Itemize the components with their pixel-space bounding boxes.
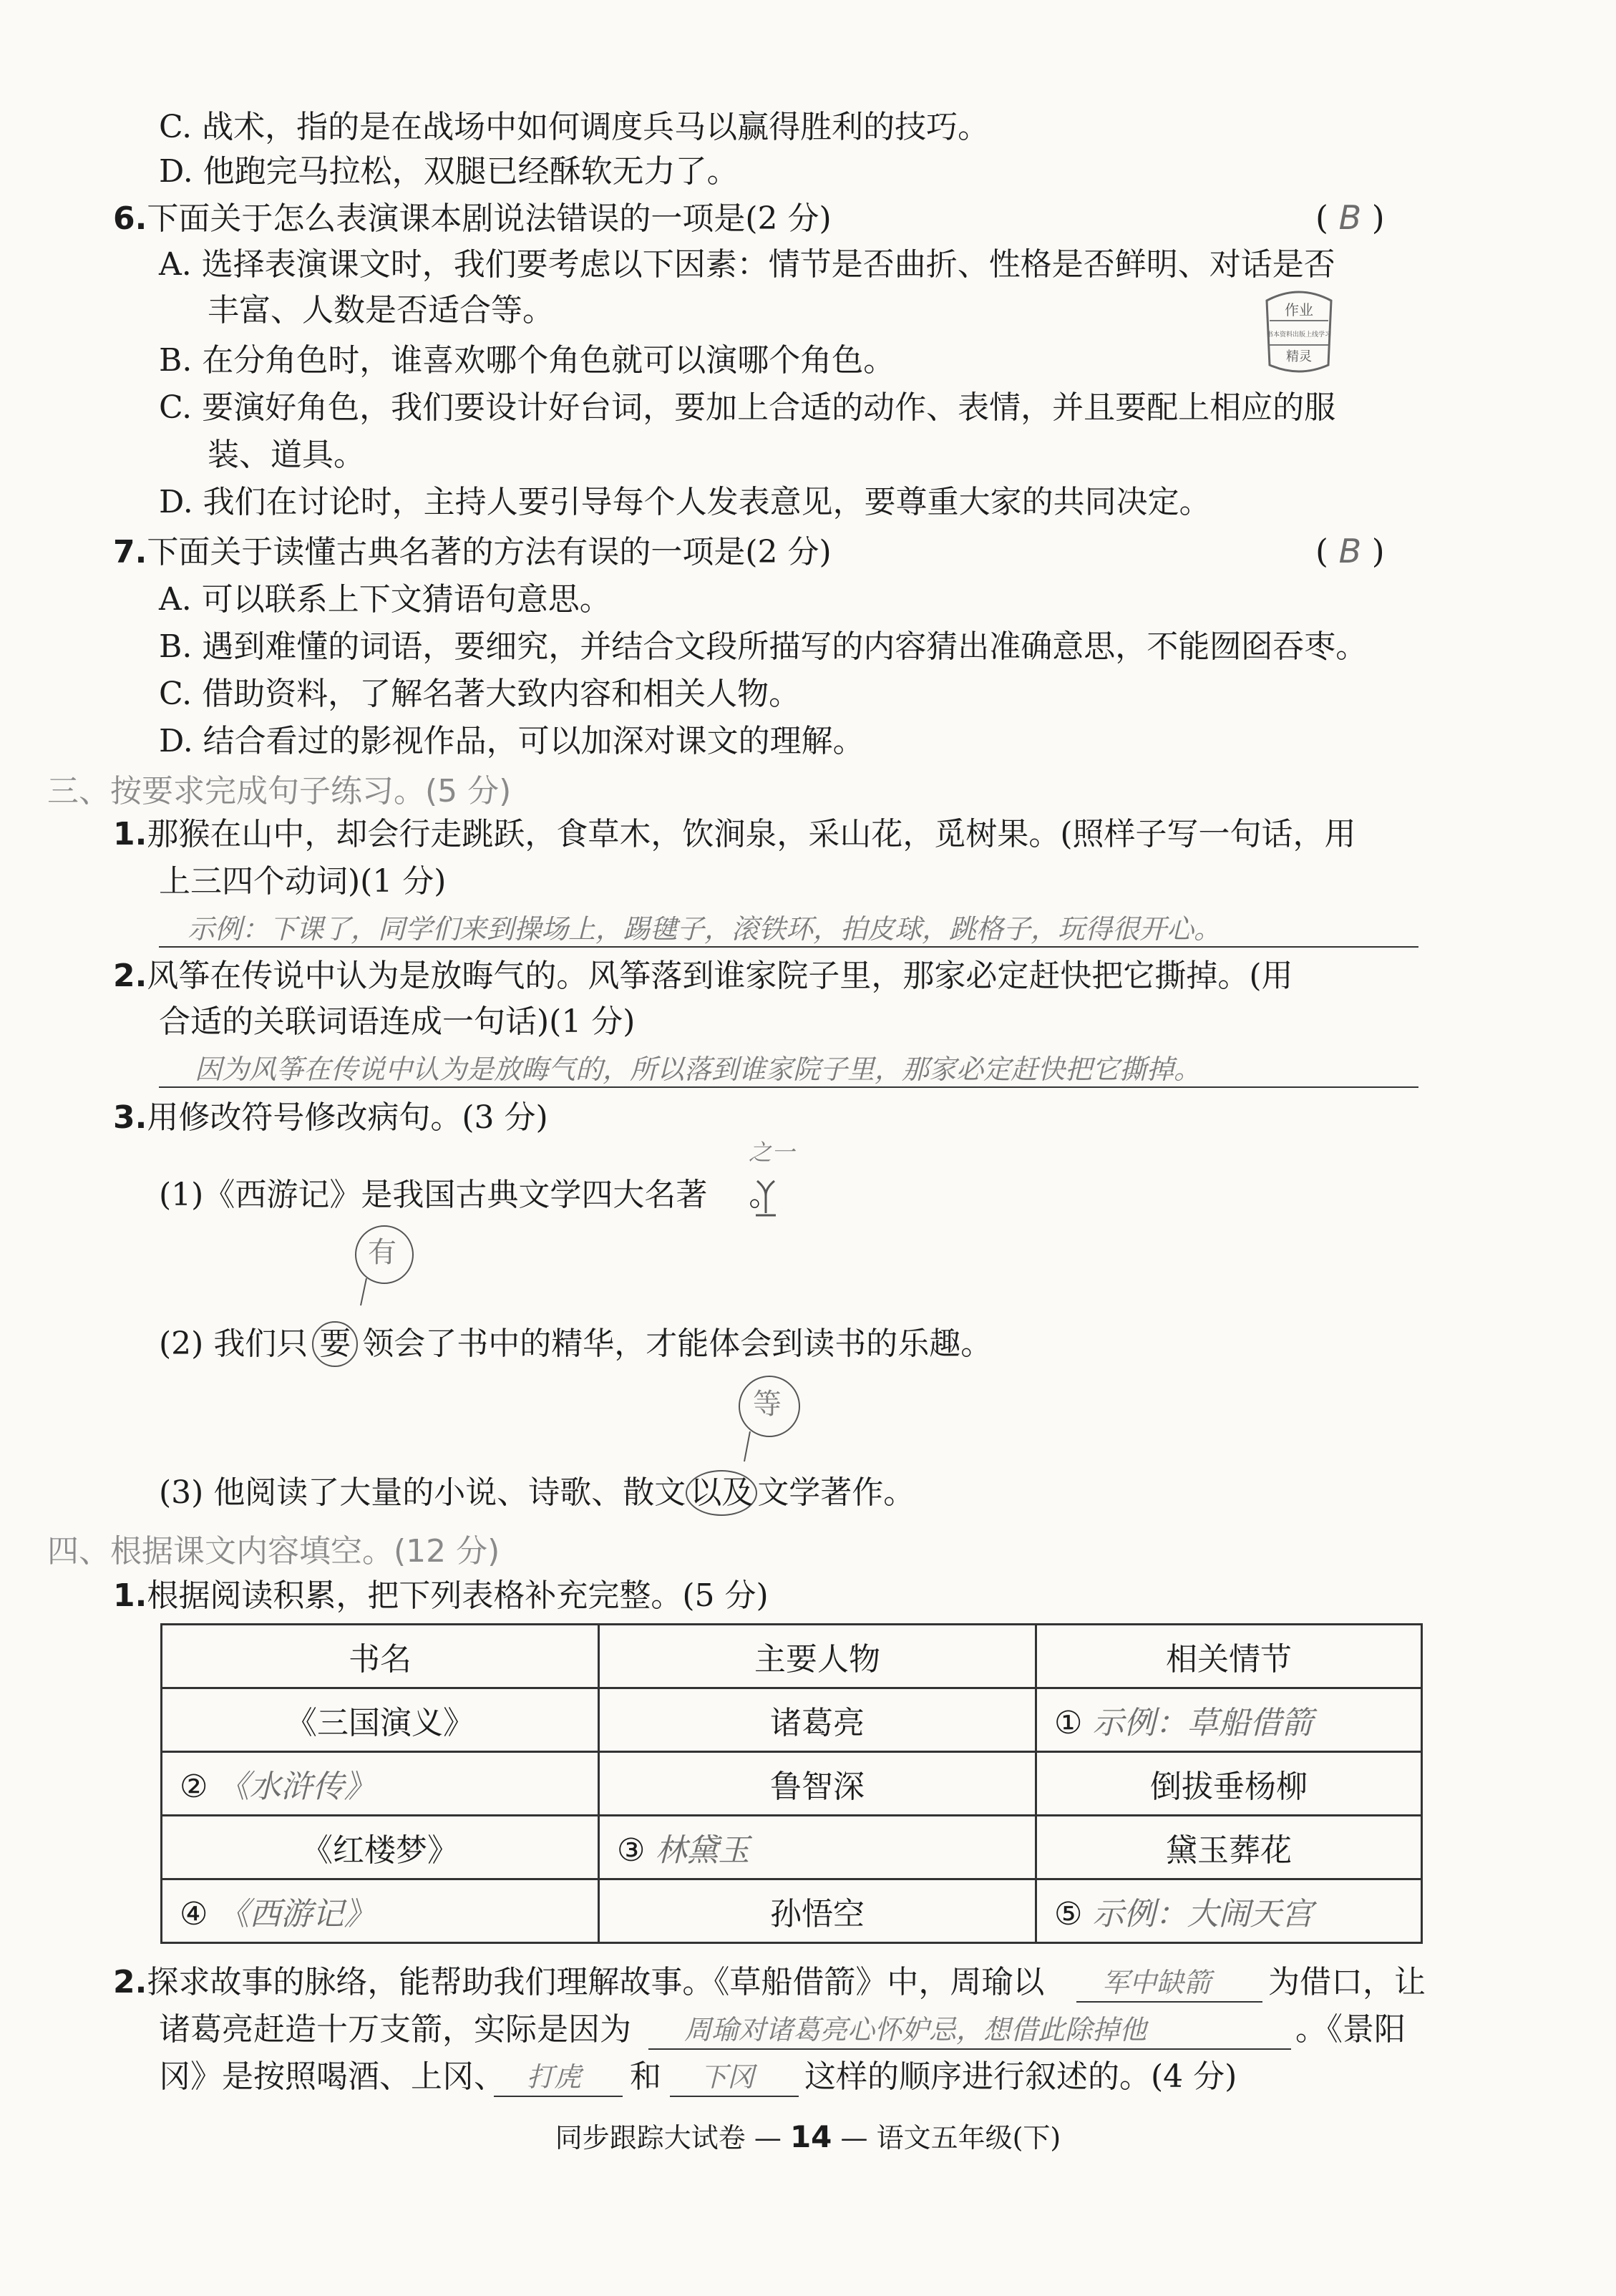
table-cell-mark: ② xyxy=(180,1769,208,1805)
table-cell-answer: 示例：草船借箭 xyxy=(1092,1705,1313,1741)
table-row xyxy=(162,1688,1422,1752)
correction-line-3 xyxy=(741,1431,756,1463)
table-cell-answer: 示例：大闹天宫 xyxy=(1092,1896,1313,1932)
stamp-middle-text: 书本资料出版上线学习 xyxy=(1266,331,1332,339)
table-cell-answer: 《西游记》 xyxy=(218,1896,376,1932)
s4-q2-blank2: 周瑜对诸葛亮心怀妒忌，想借此除掉他 xyxy=(684,2014,1147,2046)
s3-q2-answer-line xyxy=(159,1086,1418,1088)
q6-stem-text: 下面关于怎么表演课本剧说法错误的一项是(2 分) xyxy=(147,200,832,237)
s3-sentence2-circled: 要 xyxy=(312,1321,358,1367)
s3-q2-number: 2. xyxy=(113,958,147,994)
q6-option-c-line1: C. 要演好角色，我们要设计好台词，要加上合适的动作、表情，并且要配上相应的服 xyxy=(159,389,1336,426)
s3-sentence1-text: (1)《西游记》是我国古典文学四大名著 xyxy=(159,1177,708,1213)
s3-q2-answer: 因为风筝在传说中认为是放晦气的，所以落到谁家院子里，那家必定赶快把它撕掉。 xyxy=(195,1054,1202,1085)
table-cell-plot: 黛玉葬花 xyxy=(1036,1816,1422,1879)
s4-q2-part3: 诸葛亮赶造十万支箭，实际是因为 xyxy=(159,2011,631,2048)
q7-option-c: C. 借助资料，了解名著大致内容和相关人物。 xyxy=(159,676,801,712)
table-header-row xyxy=(162,1625,1422,1688)
q7-option-d: D. 结合看过的影视作品，可以加深对课文的理解。 xyxy=(159,723,865,759)
s3-sentence3-post: 文学著作。 xyxy=(757,1474,915,1511)
s4-q2-part2: 为借口，让 xyxy=(1268,1964,1426,2000)
s3-q1-answer-line xyxy=(159,946,1418,948)
q5-option-d: D. 他跑完马拉松，双腿已经酥软无力了。 xyxy=(159,153,739,190)
footer-subject: 语文五年级(下) xyxy=(876,2122,1061,2154)
table-cell-person: 孙悟空 xyxy=(599,1879,1036,1943)
q7-answer-paren: ( B ) xyxy=(1315,532,1385,570)
q6-option-c-line2: 装、道具。 xyxy=(208,437,365,473)
q6-option-a-line1: A. 选择表演课文时，我们要考虑以下因素：情节是否曲折、性格是否鲜明、对话是否 xyxy=(159,246,1335,283)
s4-q2-part7: 这样的顺序进行叙述的。(4 分) xyxy=(804,2058,1237,2095)
stamp-bottom-text: 精灵 xyxy=(1286,349,1312,364)
s4-q2-blank1: 军中缺箭 xyxy=(1102,1967,1212,1998)
s3-q1-line1-text: 那猴在山中，却会行走跳跃，食草木，饮涧泉，采山花，觅树果。(照样子写一句话，用 xyxy=(147,816,1356,852)
s3-q1-line2: 上三四个动词)(1 分) xyxy=(159,863,447,900)
q7-option-b: B. 遇到难懂的词语，要细究，并结合文段所描写的内容猜出准确意思，不能囫囵吞枣。 xyxy=(159,628,1368,665)
s3-sentence2-correction: 有 xyxy=(368,1236,396,1269)
q6-answer-paren: ( B ) xyxy=(1315,198,1385,237)
footer-series: 同步跟踪大试卷 xyxy=(555,2122,746,2154)
s3-q2-line1-text: 风筝在传说中认为是放晦气的。风筝落到谁家院子里，那家必定赶快把它撕掉。(用 xyxy=(147,958,1293,994)
table-row xyxy=(162,1816,1422,1879)
s3-sentence3-pre: (3) 他阅读了大量的小说、诗歌、散文 xyxy=(159,1474,686,1511)
q6-option-b: B. 在分角色时，谁喜欢哪个角色就可以演哪个角色。 xyxy=(159,342,895,379)
s4-q2-blank3: 打虎 xyxy=(527,2061,582,2093)
table-row xyxy=(162,1879,1422,1943)
q7-stem-text: 下面关于读懂古典名著的方法有误的一项是(2 分) xyxy=(147,534,832,570)
stamp-shape xyxy=(1260,286,1338,375)
s3-sentence3-circled: 以及 xyxy=(686,1470,757,1516)
q6-option-a-line2: 丰富、人数是否适合等。 xyxy=(208,292,554,329)
s4-q2-part5: 冈》是按照喝酒、上冈、 xyxy=(159,2058,505,2095)
s4-q2-part4: 。《景阳 xyxy=(1295,2011,1406,2048)
table-cell-person: 鲁智深 xyxy=(599,1752,1036,1816)
table-cell-book xyxy=(162,1752,599,1816)
s3-sentence3-correction: 等 xyxy=(753,1388,782,1421)
table-header-book: 书名 xyxy=(162,1625,599,1688)
section4-title: 四、根据课文内容填空。(12 分) xyxy=(47,1533,500,1570)
stamp-logo xyxy=(1260,286,1338,375)
page-footer xyxy=(0,2117,1616,2158)
correction-line-2 xyxy=(358,1278,372,1307)
footer-dash-right: — xyxy=(840,2122,877,2154)
q6-answer: B xyxy=(1338,198,1362,237)
s3-sentence1-insert: 之一 xyxy=(749,1139,795,1166)
table-cell-mark: ① xyxy=(1054,1705,1083,1741)
footer-page-number: 14 xyxy=(789,2119,832,2154)
table-cell-plot xyxy=(1036,1879,1422,1943)
s3-q3-number: 3. xyxy=(113,1099,147,1136)
s4-q2-blank1-line xyxy=(1076,2001,1262,2003)
s3-q1-number: 1. xyxy=(113,816,147,852)
s4-q2-part6: 和 xyxy=(630,2058,661,2095)
s3-q1-answer: 示例：下课了，同学们来到操场上，踢毽子，滚铁环，拍皮球，跳格子，玩得很开心。 xyxy=(188,913,1222,945)
q7-option-a: A. 可以联系上下文猜语句意思。 xyxy=(159,581,611,618)
table-cell-plot: 倒拔垂杨柳 xyxy=(1036,1752,1422,1816)
table-cell-person xyxy=(599,1816,1036,1879)
table-cell-mark: ④ xyxy=(180,1896,208,1932)
s3-q3-stem xyxy=(113,1096,548,1139)
footer-dash-left: — xyxy=(754,2122,790,2154)
s4-q2-part1: 探求故事的脉络，能帮助我们理解故事。《草船借箭》中，周瑜以 xyxy=(147,1964,1045,2000)
table-cell-mark: ⑤ xyxy=(1054,1896,1083,1932)
s3-sentence3 xyxy=(159,1470,915,1516)
s3-q2-line2: 合适的关联词语连成一句话)(1 分) xyxy=(159,1003,636,1040)
s4-q2-line1 xyxy=(113,1961,1044,2004)
table-cell-mark: ③ xyxy=(617,1832,646,1869)
s4-q2-blank3-line xyxy=(494,2096,623,2097)
table-cell-answer: 林黛玉 xyxy=(655,1832,750,1869)
stamp-top-text: 作业 xyxy=(1285,301,1313,318)
table-header-person: 主要人物 xyxy=(599,1625,1036,1688)
table-row xyxy=(162,1752,1422,1816)
books-table xyxy=(160,1623,1423,1944)
q6-number: 6. xyxy=(113,200,147,237)
s4-q2-blank4-line xyxy=(670,2096,799,2097)
table-cell-book: 《三国演义》 xyxy=(162,1688,599,1752)
s3-q2-line1 xyxy=(113,955,1293,998)
s4-q2-blank4: 下冈 xyxy=(700,2061,755,2093)
section3-title: 三、按要求完成句子练习。(5 分) xyxy=(47,773,512,809)
s4-q2-blank2-line xyxy=(648,2048,1291,2050)
s4-q2-number: 2. xyxy=(113,1964,147,2000)
s3-q1-line1 xyxy=(113,813,1356,856)
s3-sentence1 xyxy=(159,1174,780,1217)
q6-option-d: D. 我们在讨论时，主持人要引导每个人发表意见，要尊重大家的共同决定。 xyxy=(159,484,1211,520)
s4-q1-number: 1. xyxy=(113,1577,147,1614)
s3-sentence2-post: 领会了书中的精华，才能体会到读书的乐趣。 xyxy=(362,1325,993,1362)
table-header-plot: 相关情节 xyxy=(1036,1625,1422,1688)
s4-q1-stem-text: 根据阅读积累，把下列表格补充完整。(5 分) xyxy=(147,1577,769,1614)
s4-q1-stem xyxy=(113,1575,769,1618)
s3-q3-stem-text: 用修改符号修改病句。(3 分) xyxy=(147,1099,548,1136)
table-cell-answer: 《水浒传》 xyxy=(218,1769,376,1805)
s3-sentence2-pre: (2) 我们只 xyxy=(159,1325,308,1362)
q7-answer: B xyxy=(1338,532,1362,570)
s3-sentence2 xyxy=(159,1321,992,1367)
table-cell-plot xyxy=(1036,1688,1422,1752)
table-cell-book xyxy=(162,1879,599,1943)
q7-number: 7. xyxy=(113,534,147,570)
table-cell-person: 诸葛亮 xyxy=(599,1688,1036,1752)
s3-sentence1-end: 。 xyxy=(749,1177,781,1213)
q5-option-c: C. 战术，指的是在战场中如何调度兵马以赢得胜利的技巧。 xyxy=(159,109,990,145)
table-cell-book: 《红楼梦》 xyxy=(162,1816,599,1879)
q6-stem xyxy=(113,198,832,240)
q7-stem xyxy=(113,531,832,574)
